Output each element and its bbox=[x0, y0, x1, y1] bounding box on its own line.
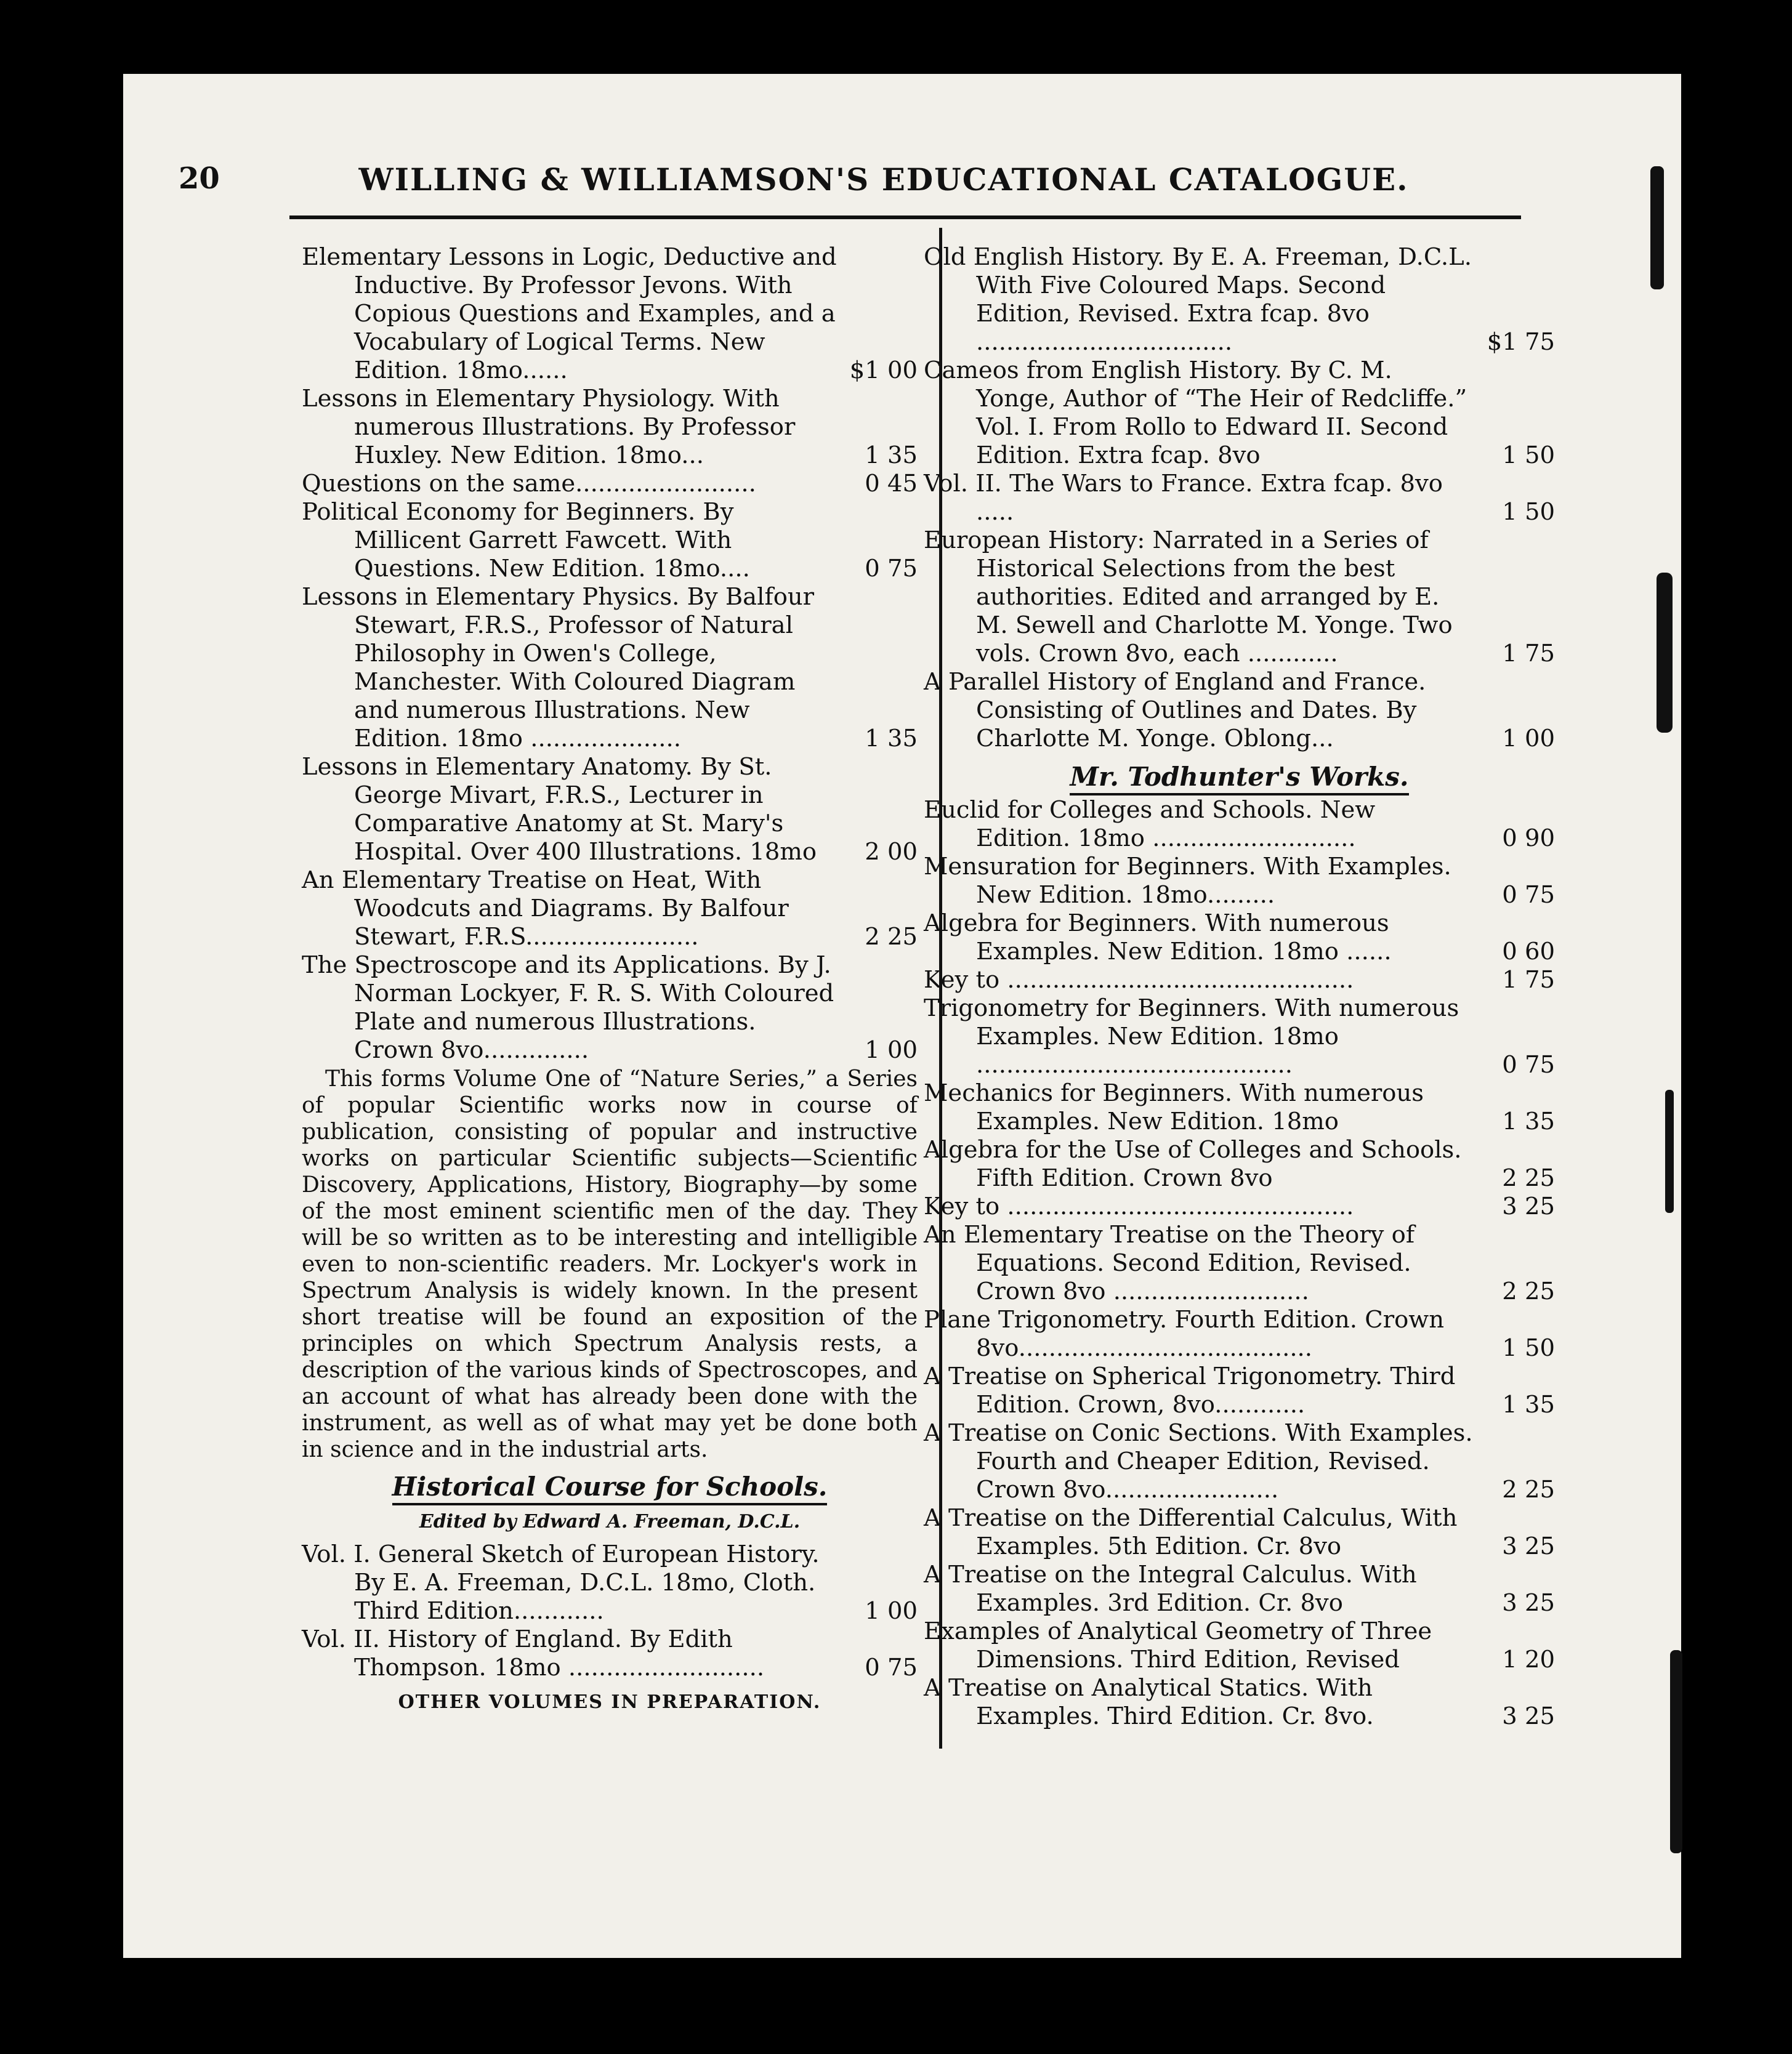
entry-price: 1 00 bbox=[865, 1597, 918, 1625]
entry-text: A Parallel History of England and France. Consisting of Outlines and Dates. By Charlotte M. Yonge. Oblong... bbox=[924, 668, 1426, 752]
entry-price: 2 25 bbox=[1502, 1476, 1555, 1504]
entry-price: $1 00 bbox=[849, 356, 918, 384]
entry-price: 1 35 bbox=[865, 441, 918, 469]
entry-text: Old English History. By E. A. Freeman, D.C.L. With Five Coloured Maps. Second Edition, Revised. Extra fcap. 8vo .................................. bbox=[924, 243, 1472, 356]
catalogue-entry bbox=[924, 526, 1555, 668]
todhunter-heading-text: Mr. Todhunter's Works. bbox=[1070, 762, 1408, 795]
entry-text: Questions on the same........................ bbox=[302, 470, 756, 497]
page-header bbox=[179, 161, 1521, 204]
entry-text: Vol. II. History of England. By Edith Thompson. 18mo .......................... bbox=[302, 1625, 765, 1681]
entry-text: An Elementary Treatise on the Theory of Equations. Second Edition, Revised. Crown 8vo .......................... bbox=[924, 1221, 1415, 1305]
entry-price: 0 45 bbox=[865, 470, 918, 497]
entry-text: A Treatise on the Differential Calculus, With Examples. 5th Edition. Cr. 8vo bbox=[924, 1504, 1458, 1560]
entry-price: 1 35 bbox=[1502, 1108, 1555, 1135]
entry-price: 3 25 bbox=[1502, 1532, 1555, 1560]
entry-text: Plane Trigonometry. Fourth Edition. Crown 8vo....................................... bbox=[924, 1306, 1445, 1362]
catalogue-entry bbox=[924, 994, 1555, 1079]
catalogue-entry bbox=[302, 385, 918, 470]
margin-mark bbox=[1670, 1650, 1682, 1853]
nature-series-note: This forms Volume One of “Nature Series,” a Series of popular Scientific works now in course of publication, consisting of popular and instructive works on particular Scientific subjects—Scientific Discovery, Applications, History, Biography—by some of the most eminent scientific men of the day. They will be so written as to be interesting and intelligible even to non-scientific readers. Mr. Lockyer's work in Spectrum Analysis is widely known. In the present short treatise will be found an exposition of the principles on which Spectrum Analysis rests, a description of the various kinds of Spectroscopes, and an account of what has already been done with the instrument, as well as of what may yet be done both in science and in the industrial arts. bbox=[302, 1066, 918, 1462]
entry-text: Trigonometry for Beginners. With numerous Examples. New Edition. 18mo .......................................... bbox=[924, 994, 1459, 1079]
entry-text: Cameos from English History. By C. M. Yonge, Author of “The Heir of Redcliffe.” Vol. I. From Rollo to Edward II. Second Edition. Extra fcap. 8vo bbox=[924, 356, 1467, 469]
historical-editor: Edited by Edward A. Freeman, D.C.L. bbox=[419, 1511, 801, 1532]
catalogue-entry bbox=[924, 796, 1555, 853]
entry-price: 1 75 bbox=[1502, 640, 1555, 667]
left-entries bbox=[302, 243, 918, 1065]
entry-price: 0 90 bbox=[1502, 824, 1555, 852]
entry-price: 0 75 bbox=[1502, 881, 1555, 909]
catalogue-entry bbox=[924, 853, 1555, 909]
entry-price: 1 00 bbox=[865, 1036, 918, 1064]
entry-text: A Treatise on the Integral Calculus. With Examples. 3rd Edition. Cr. 8vo bbox=[924, 1561, 1417, 1617]
catalogue-entry bbox=[924, 1674, 1555, 1731]
entry-price: 1 20 bbox=[1502, 1646, 1555, 1673]
catalogue-entry bbox=[302, 583, 918, 753]
catalogue-entry bbox=[924, 668, 1555, 753]
catalogue-entry bbox=[924, 356, 1555, 470]
entry-price: 0 75 bbox=[1502, 1051, 1555, 1079]
entry-text: A Treatise on Conic Sections. With Examples. Fourth and Cheaper Edition, Revised. Crown 8vo....................... bbox=[924, 1419, 1473, 1504]
left-column bbox=[302, 243, 918, 1717]
entry-price: $1 75 bbox=[1487, 328, 1555, 356]
entry-price: 1 35 bbox=[865, 725, 918, 752]
entry-text: Algebra for Beginners. With numerous Examples. New Edition. 18mo ...... bbox=[924, 909, 1392, 965]
entry-text: Mensuration for Beginners. With Examples. New Edition. 18mo......... bbox=[924, 853, 1451, 909]
entry-text: Vol. II. The Wars to France. Extra fcap. 8vo ..... bbox=[924, 470, 1443, 526]
margin-mark bbox=[1650, 166, 1664, 289]
page-number: 20 bbox=[179, 161, 220, 196]
catalogue-entry bbox=[924, 909, 1555, 966]
margin-mark bbox=[1665, 1090, 1674, 1213]
catalogue-entry bbox=[302, 470, 918, 498]
entry-price: 2 25 bbox=[1502, 1164, 1555, 1192]
entry-price: 3 25 bbox=[1502, 1193, 1555, 1220]
right-column bbox=[924, 243, 1555, 1731]
historical-entries bbox=[302, 1540, 918, 1682]
entry-price: 1 50 bbox=[1502, 441, 1555, 469]
entry-price: 1 50 bbox=[1502, 1334, 1555, 1362]
entry-price: 0 75 bbox=[865, 1654, 918, 1681]
catalogue-entry bbox=[924, 1221, 1555, 1306]
todhunter-heading bbox=[924, 762, 1555, 792]
entry-price: 2 25 bbox=[1502, 1278, 1555, 1305]
todhunter-entries bbox=[924, 796, 1555, 1731]
entry-price: 1 00 bbox=[1502, 725, 1555, 752]
margin-mark bbox=[1657, 573, 1673, 733]
catalogue-entry bbox=[924, 243, 1555, 356]
catalogue-entry bbox=[924, 1136, 1555, 1193]
entry-price: 1 75 bbox=[1502, 966, 1555, 994]
entry-text: Algebra for the Use of Colleges and Schools. Fifth Edition. Crown 8vo bbox=[924, 1136, 1462, 1192]
entry-text: Euclid for Colleges and Schools. New Edition. 18mo ........................... bbox=[924, 796, 1376, 852]
entry-text: Lessons in Elementary Physics. By Balfour Stewart, F.R.S., Professor of Natural Philosophy in Owen's College, Manchester. With Coloured Diagram and numerous Illustrations. New Edition. 18mo .................... bbox=[302, 583, 815, 752]
entry-price: 0 60 bbox=[1502, 938, 1555, 965]
catalogue-entry bbox=[924, 1419, 1555, 1504]
catalogue-entry bbox=[302, 1625, 918, 1682]
catalogue-entry bbox=[302, 243, 918, 385]
catalogue-entry bbox=[302, 753, 918, 866]
entry-text: Mechanics for Beginners. With numerous Examples. New Edition. 18mo bbox=[924, 1079, 1424, 1135]
entry-text: Key to .............................................. bbox=[924, 1193, 1354, 1220]
entry-text: The Spectroscope and its Applications. By J. Norman Lockyer, F. R. S. With Coloured Plate and numerous Illustrations. Crown 8vo.............. bbox=[302, 951, 834, 1064]
volumes-footer: OTHER VOLUMES IN PREPARATION. bbox=[398, 1691, 821, 1713]
entry-price: 3 25 bbox=[1502, 1702, 1555, 1730]
catalogue-entry bbox=[924, 966, 1555, 994]
catalogue-entry bbox=[924, 1561, 1555, 1617]
entry-price: 2 00 bbox=[865, 838, 918, 866]
entry-text: Vol. I. General Sketch of European History. By E. A. Freeman, D.C.L. 18mo, Cloth. Third Edition............ bbox=[302, 1540, 820, 1625]
catalogue-entry bbox=[924, 1306, 1555, 1363]
entry-price: 1 35 bbox=[1502, 1391, 1555, 1419]
entry-text: A Treatise on Spherical Trigonometry. Third Edition. Crown, 8vo............ bbox=[924, 1363, 1456, 1419]
catalogue-title: WILLING & WILLIAMSON'S EDUCATIONAL CATALOGUE. bbox=[358, 161, 1409, 198]
catalogue-entry bbox=[302, 1540, 918, 1625]
catalogue-entry bbox=[302, 951, 918, 1065]
entry-text: European History: Narrated in a Series of Historical Selections from the best authorities. Edited and arranged by E. M. Sewell and Charlotte M. Yonge. Two vols. Crown 8vo, each ............ bbox=[924, 526, 1453, 667]
catalogue-entry bbox=[302, 866, 918, 951]
entry-text: Elementary Lessons in Logic, Deductive and Inductive. By Professor Jevons. With Copious Questions and Examples, and a Vocabulary of Logical Terms. New Edition. 18mo...... bbox=[302, 243, 837, 384]
catalogue-entry bbox=[924, 470, 1555, 526]
catalogue-entry bbox=[924, 1079, 1555, 1136]
entry-price: 2 25 bbox=[865, 923, 918, 951]
header-rule bbox=[289, 215, 1521, 219]
catalogue-entry bbox=[924, 1363, 1555, 1419]
catalogue-entry bbox=[924, 1504, 1555, 1561]
entry-price: 3 25 bbox=[1502, 1589, 1555, 1617]
catalogue-entry bbox=[924, 1193, 1555, 1221]
entry-text: Lessons in Elementary Anatomy. By St. George Mivart, F.R.S., Lecturer in Comparative Anatomy at St. Mary's Hospital. Over 400 Illustrations. 18mo bbox=[302, 753, 817, 866]
entry-text: Key to .............................................. bbox=[924, 966, 1354, 994]
entry-text: Examples of Analytical Geometry of Three Dimensions. Third Edition, Revised bbox=[924, 1617, 1432, 1673]
right-history-entries bbox=[924, 243, 1555, 753]
entry-text: An Elementary Treatise on Heat, With Woodcuts and Diagrams. By Balfour Stewart, F.R.S....................... bbox=[302, 866, 789, 951]
entry-text: Political Economy for Beginners. By Millicent Garrett Fawcett. With Questions. New Edition. 18mo.... bbox=[302, 498, 750, 582]
entry-text: Lessons in Elementary Physiology. With numerous Illustrations. By Professor Huxley. New Edition. 18mo... bbox=[302, 385, 796, 469]
entry-price: 0 75 bbox=[865, 555, 918, 582]
catalogue-entry bbox=[924, 1617, 1555, 1674]
catalogue-entry bbox=[302, 498, 918, 583]
entry-price: 1 50 bbox=[1502, 498, 1555, 526]
historical-heading bbox=[302, 1472, 918, 1502]
entry-text: A Treatise on Analytical Statics. With Examples. Third Edition. Cr. 8vo. bbox=[924, 1674, 1374, 1730]
historical-heading-text: Historical Course for Schools. bbox=[392, 1472, 828, 1505]
